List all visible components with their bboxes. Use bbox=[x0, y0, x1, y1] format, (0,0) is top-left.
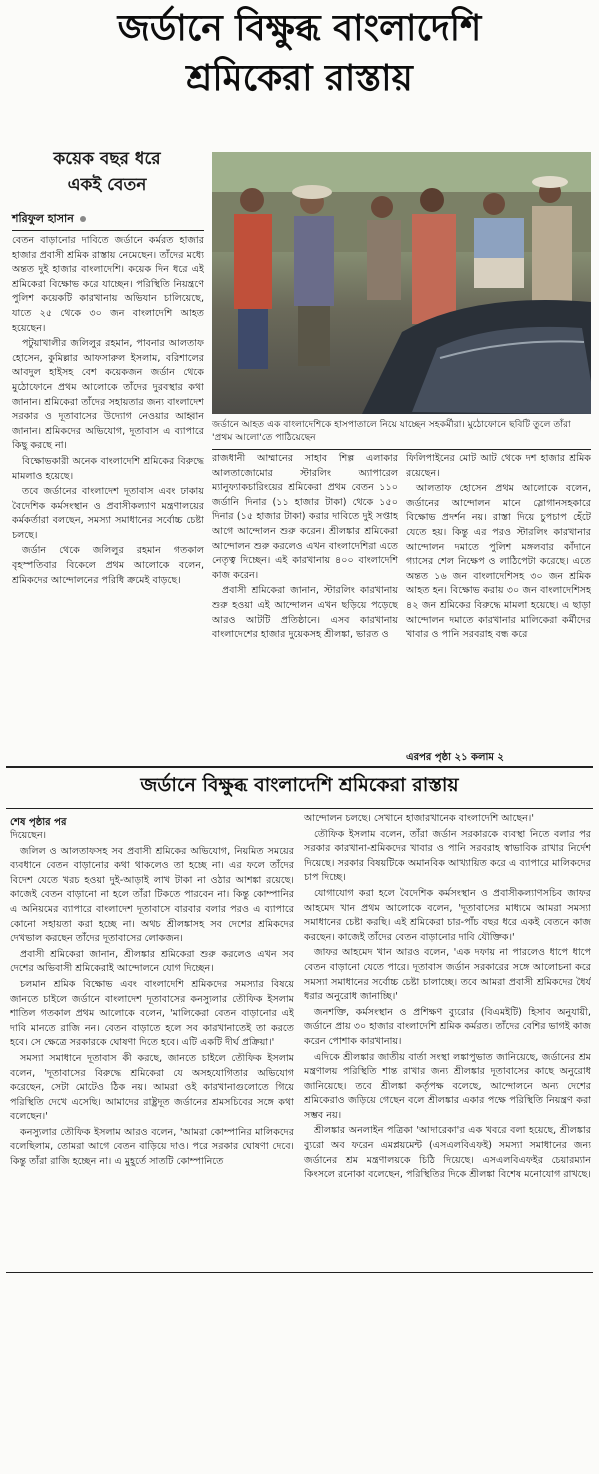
paragraph: জনশক্তি, কর্মসংস্থান ও প্রশিক্ষণ ব্যুরোর (বিএমইটি) হিসাব অনুযায়ী, জর্ডানে প্রায় ৩০ হাজার বাংলাদেশি শ্রমিক কর্মরত। তাঁদের বেশির ভাগই কাজ করেন পোশাক কারখানায়। bbox=[304, 1006, 591, 1047]
bullet-icon bbox=[80, 216, 86, 222]
paragraph: জাফর আহমেদ খান আরও বলেন, 'এক দফায় না পারলেও ধাপে ধাপে বেতন বাড়ানো যেতে পারে। দূতাবাস জর্ডান সরকারের সঙ্গে আলোচনা করে সমস্যা সমাধানের সর্বোচ্চ চেষ্টা চালাচ্ছে। তবে আমরা প্রবাসী শ্রমিকদের ধৈর্য ধরার অনুরোধ জানাচ্ছি।' bbox=[304, 947, 591, 1003]
article-column-5 bbox=[304, 812, 591, 1264]
paragraph: ফিলিপাইনের মোট আট থেকে দশ হাজার শ্রমিক রয়েছেন। bbox=[406, 453, 591, 479]
byline-divider bbox=[12, 230, 204, 231]
paragraph: দিয়েছেন। bbox=[10, 830, 47, 841]
paragraph: শ্রীলঙ্কার অনলাইন পত্রিকা 'আদারেকা'র এক খবরে বলা হয়েছে, শ্রীলঙ্কার ব্যুরো অব ফরেন এমপ্লয়মেন্ট (এসএলবিএফই) সমস্যা সমাধানের জন্য জর্ডানের শ্রম মন্ত্রণালয়কে চিঠি দিয়েছে। এসএলবিএফইর চেয়ারম্যান কিংসলে রনোকা বলেছেন, পরিস্থিতির দিকে শ্রীলঙ্কা বিশেষ মনোযোগ রাখছে। bbox=[304, 1125, 591, 1181]
article-column-2 bbox=[212, 452, 398, 748]
subheadline bbox=[12, 146, 202, 198]
paragraph: কনস্যুলার তৌফিক ইসলাম আরও বলেন, 'আমরা কোম্পানির মালিকদের বলেছিলাম, তোমরা আগে বেতন বাড়িয়ে দাও। পরে সরকার ঘোষণা দেবে। কিন্তু তাঁরা রাজি হচ্ছেন না। এ মুহূর্তে সাতটি কোম্পানিতে bbox=[10, 1126, 294, 1168]
headline-line-1: জর্ডানে বিক্ষুব্ধ বাংলাদেশি bbox=[117, 8, 482, 49]
continued-on-page: এরপর পৃষ্ঠা ২১ কলাম ২ bbox=[406, 752, 504, 763]
news-photo bbox=[212, 152, 591, 414]
article-column-4 bbox=[10, 829, 294, 1264]
paragraph: তবে জর্ডানের বাংলাদেশ দূতাবাস এবং ঢাকায় বৈদেশিক কর্মসংস্থান ও প্রবাসীকল্যাণ মন্ত্রণালয়ের কর্মকর্তারা বলছেন, সমস্যা সমাধানের সর্বোচ্চ চেষ্টা চলছে। bbox=[12, 486, 204, 541]
paragraph: বেতন বাড়ানোর দাবিতে জর্ডানে কর্মরত হাজার হাজার প্রবাসী শ্রমিক রাস্তায় নেমেছেন। তাঁদের মধ্যে অন্তত দুই হাজার বাংলাদেশি। কয়েক দিন ধরে এই শ্রমিকেরা বিক্ষোভ করে যাচ্ছেন। পরিস্থিতি নিয়ন্ত্রণে পুলিশ কয়েকটি কারখানায় অভিযান চালিয়েছে, যাতে ২৫ থেকে ৩০ জন বাংলাদেশি আহত হয়েছেন। bbox=[12, 235, 204, 334]
paragraph: চলমান শ্রমিক বিক্ষোভ এবং বাংলাদেশি শ্রমিকদের সমস্যার বিষয়ে জানতে চাইলে জর্ডানে বাংলাদেশ দূতাবাসের কনস্যুলার তৌফিক ইসলাম শাতিল গতকাল প্রথম আলোকে বলেন, 'মালিকেরা বেতন বাড়ানোর এই দাবি মানতে রাজি নন। বেতন বাড়াতে হলে সব কারখানাতেই তা করতে হবে। সে ক্ষেত্রে সরকারকে ঘোষণা দিতে হবে। এটি একটি দীর্ঘ প্রক্রিয়া।' bbox=[10, 978, 294, 1049]
paragraph: আলতাফ হোসেন প্রথম আলোকে বলেন, জর্ডানের আন্দোলন মানে স্লোগানসহকারে বিক্ষোভ প্রদর্শন নয়। রাস্তা দিয়ে চুপচাপ হেঁটে যেতে হয়। কিন্তু এর পরও স্টারলিং কারখানার আন্দোলন দমাতে পুলিশ মঙ্গলবার কাঁদানে গ্যাসের শেল নিক্ষেপ ও লাঠিপেটা করেছে। এতে অন্তত ১৬ জন বাংলাদেশিসহ ৩০ জন শ্রমিক আহত হন। বিক্ষোভ করায় ৩০ জন বাংলাদেশিসহ ৪২ জন শ্রমিকের বিরুদ্ধে মামলা হয়েছে। এ ছাড়া আন্দোলন দমাতে কারখানার মালিকেরা কর্মীদের খাবার ও পানি সরবরাহ বন্ধ করে bbox=[406, 483, 591, 641]
caption-divider bbox=[212, 449, 591, 450]
paragraph: পটুয়াখালীর জলিলুর রহমান, পাবনার আলতাফ হোসেন, কুমিল্লার আফসারুল ইসলাম, বরিশালের আবদুল হাইসহ বেশ কয়েকজন জর্ডান থেকে মুঠোফোনে প্রথম আলোকে তাঁদের দুরবস্থার কথা জানান। শ্রমিকেরা তাঁদের সহায়তার জন্য বাংলাদেশ সরকার ও দূতাবাসের উদ্যোগ নেওয়ার আহ্বান জানান। শ্রমিকদের অভিযোগ, দূতাবাস এ ব্যাপারে কিছু করছে না। bbox=[12, 338, 204, 452]
second-headline: জর্ডানে বিক্ষুব্ধ বাংলাদেশি শ্রমিকেরা রাস্তায় bbox=[140, 774, 459, 796]
article-end-rule bbox=[6, 1272, 593, 1273]
paragraph: তৌফিক ইসলাম বলেন, তাঁরা জর্ডান সরকারকে ব্যবস্থা নিতে বলার পর সরকার কারখানা-শ্রমিকদের খাবার ও পানি সরবরাহ স্বাভাবিক রাখার নির্দেশ দিয়েছে। সরকার বিষয়টিকে অমানবিক আখ্যায়িত করে এ ব্যাপারে মালিকদের চাপ দিচ্ছে। bbox=[304, 828, 591, 884]
subheadline-line-1: কয়েক বছর ধরে bbox=[53, 149, 161, 169]
paragraph: এদিকে শ্রীলঙ্কার জাতীয় বার্তা সংস্থা লঙ্কাপুভাত জানিয়েছে, জর্ডানের শ্রম মন্ত্রণালয় পরিস্থিতি শান্ত রাখার জন্য শ্রীলঙ্কার দূতাবাসের কাছে অনুরোধ জানিয়েছে। তবে শ্রীলঙ্কা কর্তৃপক্ষ বলেছে, আন্দোলনে অন্য দেশের শ্রমিকেরাও জড়িয়ে গেছেন বলে শ্রীলঙ্কার একার পক্ষে পরিস্থিতি নিয়ন্ত্রণ করা সম্ভব নয়। bbox=[304, 1051, 591, 1121]
paragraph: প্রবাসী শ্রমিকেরা জানান, স্টারলিং কারখানায় শুরু হওয়া এই আন্দোলন এখন ছড়িয়ে পড়েছে আরও আটটি প্রতিষ্ঠানে। এসব কারখানায় বাংলাদেশের হাজার দুয়েকসহ শ্রীলঙ্কা, ভারত ও bbox=[212, 585, 398, 641]
byline-name: শরিফুল হাসান bbox=[12, 212, 74, 225]
paragraph: প্রবাসী শ্রমিকেরা জানান, শ্রীলঙ্কার শ্রমিকেরা শুরু করলেও এখন সব দেশের অভিবাসী শ্রমিকেরাই আন্দোলনে যোগ দিচ্ছেন। bbox=[10, 948, 294, 975]
paragraph: আন্দোলন চলছে। সেখানে হাজারখানেক বাংলাদেশি আছেন।' bbox=[304, 813, 534, 824]
headline bbox=[6, 4, 593, 104]
paragraph: জর্ডান থেকে জলিলুর রহমান গতকাল বৃহস্পতিবার বিকেলে প্রথম আলোকে বলেন, শ্রমিকদের আন্দোলনের পরিধি ক্রমেই বাড়ছে। bbox=[12, 545, 204, 586]
subheadline-line-2: একই বেতন bbox=[67, 175, 147, 195]
paragraph: জলিল ও আলতাফসহ সব প্রবাসী শ্রমিকের অভিযোগ, নিয়মিত সময়ের ব্যবধানে বেতন বাড়ানোর কথা থাকলেও তা হচ্ছে না। এর ফলে তাঁদের বিদেশ যেতে খরচ হওয়া দুই-আড়াই লাখ টাকা না ওঠার আশঙ্কা রয়েছে। কাজেই বেতন বাড়ানো না হলে তাঁরা টিকতে পারবেন না। কিন্তু কোম্পানির এ অনিয়মের ব্যাপারে বাংলাদেশ দূতাবাসে বারবার বলার পরও এ ব্যাপারে কোনো সহায়তা করা হচ্ছে না। অথচ শ্রীলঙ্কাসহ সব দেশের শ্রমিকদের দেখভাল করছেন তাঁদের দূতাবাসের লোকজন। bbox=[10, 845, 294, 945]
photo-caption: জর্ডানে আহত এক বাংলাদেশিকে হাসপাতালে নিয়ে যাচ্ছেন সহকর্মীরা। মুঠোফোনে ছবিটি তুলে তাঁরা 'প্রথম আলো'তে পাঠিয়েছেন bbox=[212, 419, 571, 443]
headline-line-2: শ্রমিকেরা রাস্তায় bbox=[186, 58, 413, 99]
paragraph: যোগাযোগ করা হলে বৈদেশিক কর্মসংস্থান ও প্রবাসীকল্যাণসচিব জাফর আহমেদ খান প্রথম আলোকে বলেন, 'দূতাবাসের মাধ্যমে আমরা সমস্যা সমাধানের চেষ্টা করছি। এই শ্রমিকেরা চার-পাঁচ বছর ধরে একই বেতনে কাজ করছেন। কাজেই তাঁদের বেতন বাড়ানোর দাবি যৌক্তিক।' bbox=[304, 887, 591, 943]
section-divider bbox=[6, 766, 593, 768]
paragraph: রাজধানী আম্মানের সাহাব শিল্প এলাকার আলতাজোমোর স্টারলিং অ্যাপারেল ম্যানুফ্যাকচারিংয়ের শ্রমিকেরা প্রথম বেতন ১১০ জর্ডানি দিনার (১১ হাজার টাকা) থেকে ১৫০ দিনার (১৫ হাজার টাকা) করার দাবিতে দুই সপ্তাহ আগে আন্দোলন শুরু করেন। শ্রীলঙ্কার শ্রমিকেরা আন্দোলন শুরু করলেও এখন বাংলাদেশিরা এতে নেতৃত্ব দিচ্ছেন। এই কারখানায় ৪০০ বাংলাদেশি কাজ করেন। bbox=[212, 453, 398, 581]
byline bbox=[12, 210, 86, 229]
article-column-3 bbox=[406, 452, 591, 748]
paragraph: বিক্ষোভকারী অনেক বাংলাদেশি শ্রমিকের বিরুদ্ধে মামলাও হয়েছে। bbox=[12, 455, 204, 482]
photo-illustration bbox=[212, 152, 591, 414]
paragraph: সমস্যা সমাধানে দূতাবাস কী করছে, জানতে চাইলে তৌফিক ইসলাম বলেন, 'দূতাবাসের বিরুদ্ধে শ্রমিকেরা যে অসহযোগিতার অভিযোগ করেছেন, সেটা মোটেও ঠিক নয়। আমরা ওই কারখানাগুলোতে গিয়ে পরিস্থিতি দেখে এসেছি। আমাদের রাষ্ট্রদূত জর্ডানের শ্রমসচিবের সঙ্গে কথা বলেছেন।' bbox=[10, 1052, 294, 1123]
section-divider-bottom bbox=[6, 808, 593, 809]
article-column-1 bbox=[12, 234, 204, 734]
continued-from: শেষ পৃষ্ঠার পর bbox=[10, 817, 67, 828]
